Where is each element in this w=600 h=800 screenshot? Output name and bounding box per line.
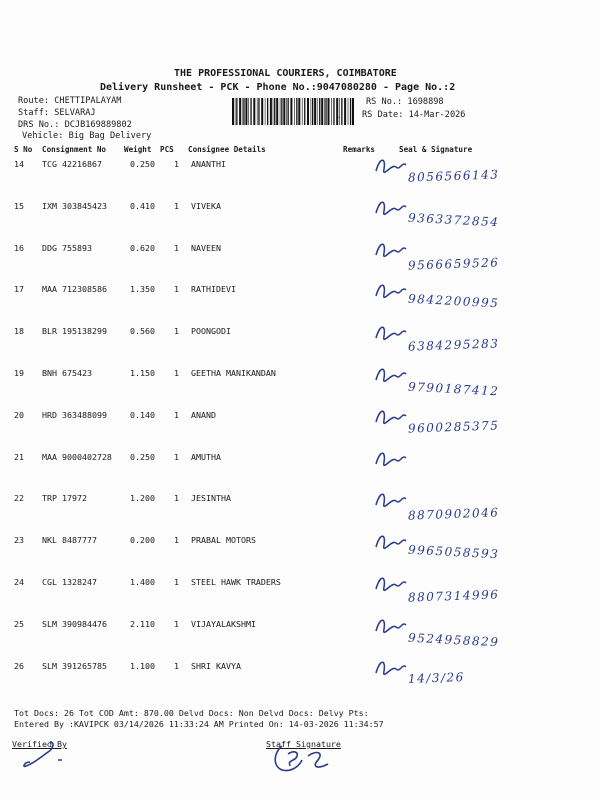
row-consignment-no: MAA 712308586: [42, 284, 107, 294]
row-sno: 18: [14, 326, 24, 336]
col-consignee: Consignee Details: [188, 145, 266, 154]
row-weight: 0.140: [130, 410, 155, 420]
row-consignment-no: IXM 303845423: [42, 201, 107, 211]
row-pcs: 1: [174, 159, 179, 169]
row-consignment-no: MAA 9000402728: [42, 452, 112, 462]
row-consignee: AMUTHA: [191, 452, 221, 462]
row-sno: 16: [14, 243, 24, 253]
signature-scribble: [372, 613, 410, 643]
signature-scribble: [372, 320, 410, 350]
staff-signature-label: Staff Signature: [266, 739, 341, 749]
row-sno: 25: [14, 619, 24, 629]
row-sno: 22: [14, 493, 24, 503]
signature-scribble: [372, 487, 410, 517]
handwritten-phone: 8807314996: [407, 587, 500, 605]
col-sno: S No: [14, 145, 33, 154]
row-weight: 1.100: [130, 661, 155, 671]
row-consignment-no: NKL 8487777: [42, 535, 97, 545]
handwritten-phone: 14/3/26: [407, 670, 465, 686]
row-sno: 24: [14, 577, 24, 587]
handwritten-phone: 9566659526: [407, 255, 500, 273]
row-consignee: ANANTHI: [191, 159, 226, 169]
row-pcs: 1: [174, 284, 179, 294]
row-pcs: 1: [174, 577, 179, 587]
row-weight: 1.200: [130, 493, 155, 503]
row-pcs: 1: [174, 368, 179, 378]
staff-label: Staff: SELVARAJ: [18, 108, 96, 118]
row-consignee: VIVEKA: [191, 201, 221, 211]
row-sno: 21: [14, 452, 24, 462]
row-consignment-no: SLM 390984476: [42, 619, 107, 629]
handwritten-phone: 9965058593: [407, 542, 500, 562]
row-sno: 19: [14, 368, 24, 378]
col-weight: Weight: [124, 145, 152, 154]
signature-scribble: [372, 195, 410, 225]
row-consignment-no: HRD 363488099: [42, 410, 107, 420]
handwritten-phone: 8056566143: [407, 167, 500, 185]
signature-scribble: [372, 404, 410, 434]
row-sno: 20: [14, 410, 24, 420]
row-pcs: 1: [174, 410, 179, 420]
row-weight: 0.250: [130, 159, 155, 169]
row-pcs: 1: [174, 326, 179, 336]
rs-date: RS Date: 14-Mar-2026: [362, 110, 466, 120]
handwritten-phone: 9363372854: [407, 210, 500, 230]
row-pcs: 1: [174, 452, 179, 462]
signature-scribble: [372, 362, 410, 392]
row-sno: 15: [14, 201, 24, 211]
handwritten-phone: 9524958829: [407, 630, 500, 650]
row-weight: 1.350: [130, 284, 155, 294]
row-weight: 1.400: [130, 577, 155, 587]
row-consignee: VIJAYALAKSHMI: [191, 619, 256, 629]
signature-scribble: [372, 446, 410, 476]
staff-signature: [268, 740, 338, 774]
row-consignment-no: CGL 1328247: [42, 577, 97, 587]
drs-number: DRS No.: DCJB169889802: [18, 120, 132, 130]
row-weight: 0.250: [130, 452, 155, 462]
verified-signature: [18, 738, 78, 772]
handwritten-phone: 6384295283: [407, 336, 500, 354]
row-consignee: JESINTHA: [191, 493, 231, 503]
route-label: Route: CHETTIPALAYAM: [18, 96, 122, 106]
signature-scribble: [372, 278, 410, 308]
row-consignment-no: DDG 755893: [42, 243, 92, 253]
row-consignee: SHRI KAVYA: [191, 661, 241, 671]
row-pcs: 1: [174, 493, 179, 503]
row-weight: 0.200: [130, 535, 155, 545]
row-consignment-no: BNH 675423: [42, 368, 92, 378]
row-pcs: 1: [174, 201, 179, 211]
row-consignee: STEEL HAWK TRADERS: [191, 577, 281, 587]
barcode-dot: .: [337, 111, 342, 120]
handwritten-phone: 9790187412: [407, 379, 500, 399]
col-pcs: PCS: [160, 145, 174, 154]
row-pcs: 1: [174, 535, 179, 545]
row-weight: 0.410: [130, 201, 155, 211]
signature-scribble: [372, 655, 410, 685]
row-sno: 23: [14, 535, 24, 545]
row-consignment-no: SLM 391265785: [42, 661, 107, 671]
row-consignee: RATHIDEVI: [191, 284, 236, 294]
signature-scribble: [372, 529, 410, 559]
row-pcs: 1: [174, 243, 179, 253]
row-sno: 17: [14, 284, 24, 294]
handwritten-phone: 8870902046: [407, 505, 500, 523]
row-pcs: 1: [174, 619, 179, 629]
totals-line: Tot Docs: 26 Tot COD Amt: 870.00 Delvd Docs: Non Delvd Docs: Delvy Pts:: [14, 708, 369, 718]
runsheet-title: Delivery Runsheet - PCK - Phone No.:9047080280 - Page No.:2: [100, 82, 456, 93]
row-weight: 0.620: [130, 243, 155, 253]
rs-number: RS No.: 1698898: [366, 97, 444, 107]
col-seal-signature: Seal & Signature: [399, 145, 473, 154]
vehicle-label: Vehicle: Big Bag Delivery: [22, 131, 152, 141]
col-consignment: Consignment No: [42, 145, 107, 154]
row-consignee: ANAND: [191, 410, 216, 420]
col-remarks: Remarks: [343, 145, 376, 154]
signature-scribble: [372, 571, 410, 601]
signature-scribble: [372, 153, 410, 183]
row-consignee: GEETHA MANIKANDAN: [191, 368, 276, 378]
row-consignment-no: TRP 17972: [42, 493, 87, 503]
row-weight: 1.150: [130, 368, 155, 378]
row-sno: 14: [14, 159, 24, 169]
row-consignment-no: TCG 42216867: [42, 159, 102, 169]
row-consignee: POONGODI: [191, 326, 231, 336]
verified-by-label: Verified By: [12, 739, 67, 749]
row-sno: 26: [14, 661, 24, 671]
handwritten-phone: 9842200995: [407, 291, 500, 311]
row-consignment-no: BLR 195138299: [42, 326, 107, 336]
row-consignee: PRABAL MOTORS: [191, 535, 256, 545]
row-weight: 2.110: [130, 619, 155, 629]
row-weight: 0.560: [130, 326, 155, 336]
handwritten-phone: 9600285375: [407, 418, 500, 436]
row-pcs: 1: [174, 661, 179, 671]
row-consignee: NAVEEN: [191, 243, 221, 253]
entered-by-line: Entered By :KAVIPCK 03/14/2026 11:33:24 AM Printed On: 14-03-2026 11:34:57: [14, 719, 384, 729]
signature-scribble: [372, 237, 410, 267]
company-title: THE PROFESSIONAL COURIERS, COIMBATORE: [174, 68, 397, 79]
